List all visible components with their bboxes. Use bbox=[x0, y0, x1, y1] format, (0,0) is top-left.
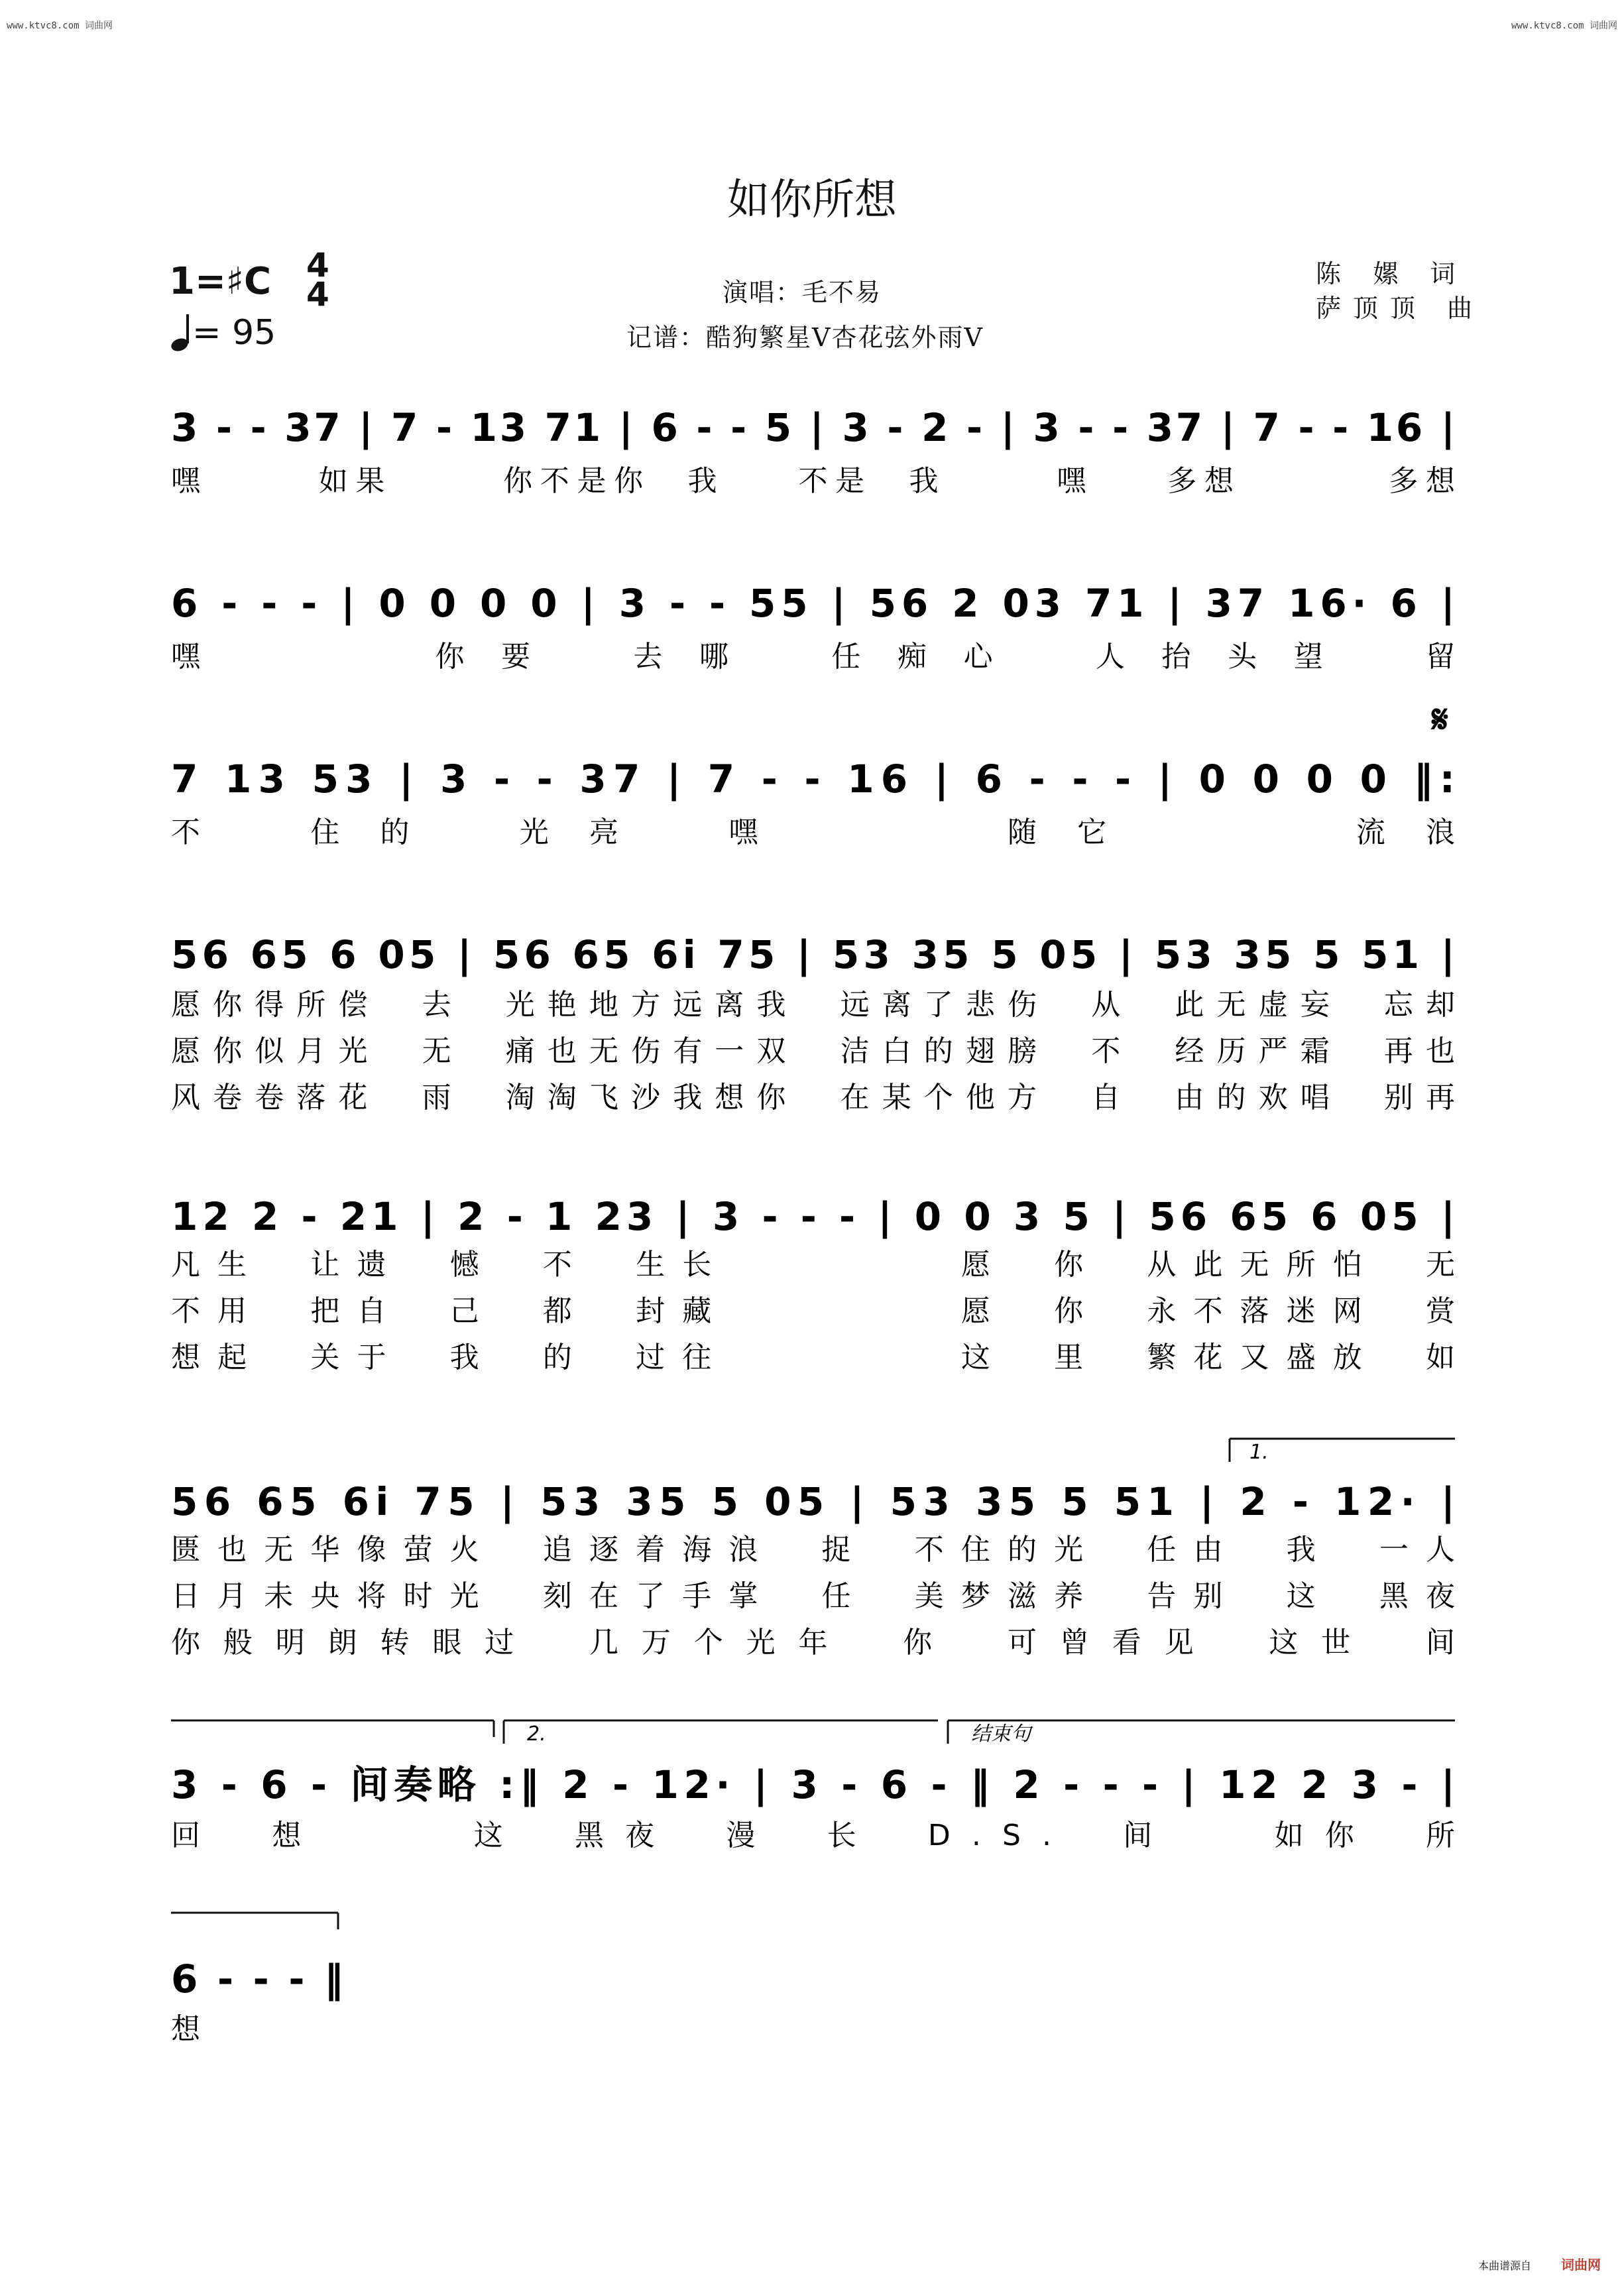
notation-row: 6 - - - ‖ bbox=[171, 1956, 343, 2002]
lyric-line: 想 bbox=[171, 2012, 200, 2046]
lyric-line: 愿你似月光 无 痛也无伤有一双 洁白的翅膀 不 经历严霜 再也 bbox=[171, 1034, 1455, 1068]
notation-row: 3 - - 37 | 7 - 13 71 | 6 - - 5 | 3 - 2 - | 3 - - 37 | 7 - - 16 | bbox=[171, 405, 1455, 450]
segno-sign: 𝄋 bbox=[1432, 697, 1448, 742]
key-signature: 1=♯C bbox=[169, 260, 272, 303]
lyric-line: 你般明朗转眼过 几万个光年 你 可曾看见 这世 间 bbox=[171, 1626, 1455, 1659]
footer-source: 本曲谱源自 bbox=[1478, 2259, 1531, 2272]
lyric-line: 不 住的 光亮 嘿 随它 流浪 bbox=[171, 815, 1455, 849]
ending-label: 结束句 bbox=[971, 1722, 1031, 1746]
lyric-line: 想起 关于 我 的 过往 这 里 繁花又盛放 如 bbox=[171, 1341, 1455, 1374]
transcriber: 记谱：酷狗繁星V杏花弦外雨V bbox=[626, 323, 984, 352]
composer: 萨顶顶 曲 bbox=[1316, 294, 1485, 323]
song-title: 如你所想 bbox=[727, 176, 897, 225]
notation-row: 56 65 6 05 | 56 65 6i 75 | 53 35 5 05 | 53 35 5 51 | bbox=[171, 932, 1455, 977]
singer: 演唱：毛不易 bbox=[723, 278, 882, 307]
notation-row: 12 2 - 21 | 2 - 1 23 | 3 - - - | 0 0 3 5 | 56 65 6 05 | bbox=[171, 1194, 1455, 1239]
header-site-right: www.ktvc8.com 词曲网 bbox=[1511, 21, 1617, 31]
volta-2-label: 2. bbox=[527, 1722, 546, 1746]
lyric-line: 嘿 如果 你不是你 我 不是 我 嘿 多想 多想 bbox=[171, 464, 1455, 498]
footer-site: 词曲网 bbox=[1561, 2257, 1601, 2273]
lyric-line: 凡生 让遗 憾 不 生长 愿 你 从此无所怕 无 bbox=[171, 1248, 1455, 1282]
lyric-line: 日月未央将时光 刻在了手掌 任 美梦滋养 告别 这 黑夜 bbox=[171, 1579, 1455, 1613]
notation-row: 56 65 6i 75 | 53 35 5 05 | 53 35 5 51 | 2 - 12· | bbox=[171, 1479, 1455, 1524]
notation-row: 3 - 6 - 间奏略 :‖ 2 - 12· | 3 - 6 - ‖ 2 - - - | 12 2 3 - | bbox=[171, 1762, 1456, 1807]
volta-1-label: 1. bbox=[1249, 1441, 1269, 1464]
lyricist: 陈 嫘 词 bbox=[1316, 259, 1468, 288]
lyric-line: 匮也无华像萤火 追逐着海浪 捉 不住的光 任由 我 一人 bbox=[171, 1533, 1455, 1567]
time-top: 4 bbox=[306, 246, 329, 284]
lyric-line: 不用 把自 己 都 封藏 愿 你 永不落迷网 赏 bbox=[171, 1294, 1455, 1328]
lyric-line: 回 想 这 黑夜 漫 长 D.S. 间 如你 所 bbox=[171, 1819, 1456, 1852]
notation-row: 7 13 53 | 3 - - 37 | 7 - - 16 | 6 - - - | 0 0 0 0 ‖: bbox=[171, 756, 1456, 802]
lyric-line: 愿你得所偿 去 光艳地方远离我 远离了悲伤 从 此无虚妄 忘却 bbox=[171, 988, 1455, 1022]
score-body bbox=[171, 405, 1456, 2046]
tempo: = 95 bbox=[192, 313, 276, 353]
time-bottom: 4 bbox=[306, 275, 329, 314]
lyric-line: 嘿 你要 去哪 任痴心 人抬头望 留 bbox=[171, 640, 1455, 674]
header-site-left: www.ktvc8.com 词曲网 bbox=[7, 21, 113, 31]
lyric-line: 风卷卷落花 雨 淘淘飞沙我想你 在某个他方 自 由的欢唱 别再 bbox=[171, 1081, 1455, 1114]
notation-row: 6 - - - | 0 0 0 0 | 3 - - 55 | 56 2 03 71 | 37 16· 6 | bbox=[171, 581, 1455, 626]
